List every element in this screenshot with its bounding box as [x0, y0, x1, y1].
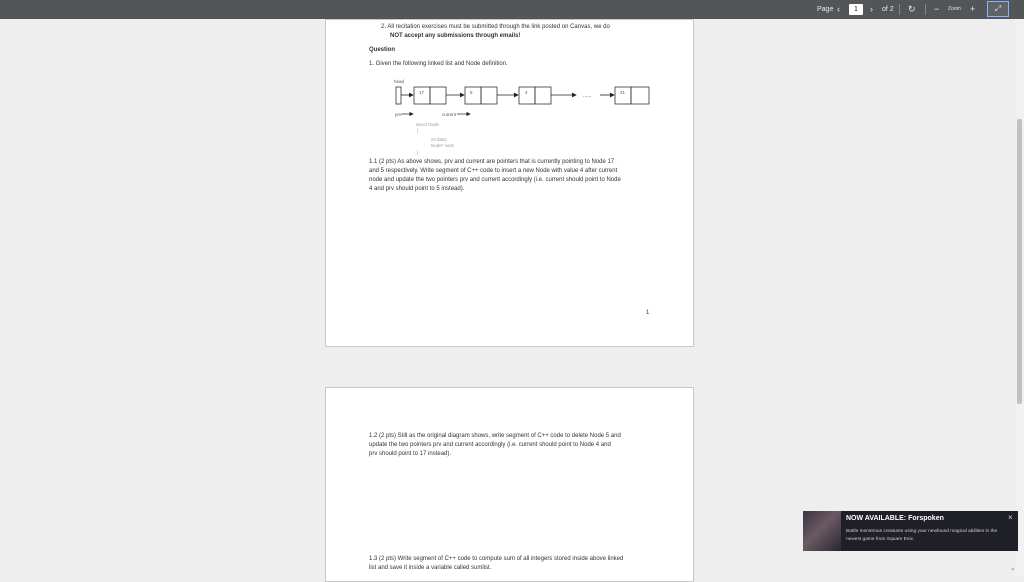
q1-1-line-2: and 5 respectively. Write segment of C++ code to insert a new Node with value 4 after current: [369, 168, 618, 174]
next-field-line: Node* next;: [431, 143, 455, 148]
struct-line: struct Node: [416, 122, 440, 127]
toolbar-divider: [925, 4, 926, 15]
scrollbar-thumb[interactable]: [1017, 119, 1022, 404]
page-label: Page: [817, 6, 834, 13]
ad-title[interactable]: NOW AVAILABLE: Forspoken: [846, 515, 944, 522]
node-17-value: 17: [419, 90, 425, 95]
q1-intro: 1. Given the following linked list and Node definition.: [369, 61, 508, 67]
vertical-scrollbar[interactable]: [1015, 19, 1024, 576]
instruction-2-line-1: 2. All recitation exercises must be submitted through the link posted on Canvas, we do: [381, 24, 610, 30]
page-number: 1: [646, 310, 650, 316]
brace-open: {: [417, 128, 419, 133]
ad-image[interactable]: [803, 511, 841, 551]
toolbar-divider: [899, 4, 900, 15]
node-5-next: [481, 87, 497, 104]
list-ellipsis: ......: [583, 93, 592, 99]
close-icon[interactable]: ×: [1008, 513, 1013, 522]
q1-1-line-3: node and update the two pointers prv and current accordingly (i.e. current should point to Node: [369, 177, 621, 183]
current-label: current: [442, 112, 457, 117]
pdf-page-1: [325, 19, 694, 347]
head-pointer-box: [396, 87, 401, 104]
page-number-input[interactable]: 1: [849, 4, 863, 15]
page-count: of 2: [882, 6, 894, 13]
q1-2-line-3: prv should point to 17 instead).: [369, 451, 452, 457]
q1-1-line-4: 4 and prv should point to 5 instead).: [369, 186, 465, 192]
question-heading: Question: [369, 47, 396, 53]
q1-3-line-1: 1.3 (2 pts) Write segment of C++ code to compute sum of all integers stored inside above linked: [369, 556, 624, 562]
brace-close: }: [417, 150, 419, 155]
node-21-value: 21: [620, 90, 626, 95]
ad-text[interactable]: Battle monstrous creatures using your newfound magical abilities in the newest game from Square Enix.: [846, 529, 998, 542]
zoom-label: Zoom: [948, 6, 961, 12]
q1-1-line-1: 1.1 (2 pts) As above shows, prv and current are pointers that is currently pointing to Node 17: [369, 159, 615, 165]
prv-label: prv: [395, 112, 402, 117]
node-5-data: [465, 87, 481, 104]
q1-2-line-2: update the two pointers prv and current accordingly (i.e. current should point to Node 4 and: [369, 442, 611, 448]
data-field-line: int data;: [431, 137, 448, 142]
chevron-down-icon[interactable]: ⌄: [1010, 565, 1016, 572]
q1-3-line-2: list and save it inside a variable called sumlist.: [369, 565, 492, 571]
head-label: head: [394, 79, 405, 84]
node-21-next: [631, 87, 649, 104]
next-page-icon[interactable]: ›: [870, 4, 873, 14]
instruction-2-line-2: NOT accept any submissions through emails!: [390, 33, 521, 39]
ad-banner[interactable]: [803, 511, 1018, 551]
rotate-icon[interactable]: ↻: [908, 4, 916, 14]
zoom-in-button[interactable]: +: [970, 4, 976, 14]
linked-list-diagram: [326, 20, 695, 160]
fit-page-icon[interactable]: ⤢: [987, 1, 1009, 17]
node-5-value: 5: [470, 90, 473, 95]
node-17-next: [430, 87, 446, 104]
pdf-page-2: [325, 387, 694, 582]
zoom-out-button[interactable]: −: [934, 4, 940, 14]
prev-page-icon[interactable]: ‹: [837, 4, 840, 14]
q1-2-line-1: 1.2 (2 pts) Still as the original diagram shows, write segment of C++ code to delete Node 5 and: [369, 433, 621, 439]
node-4-value: 4: [525, 90, 528, 95]
node-4-next: [535, 87, 551, 104]
pdf-toolbar: [0, 0, 1024, 19]
